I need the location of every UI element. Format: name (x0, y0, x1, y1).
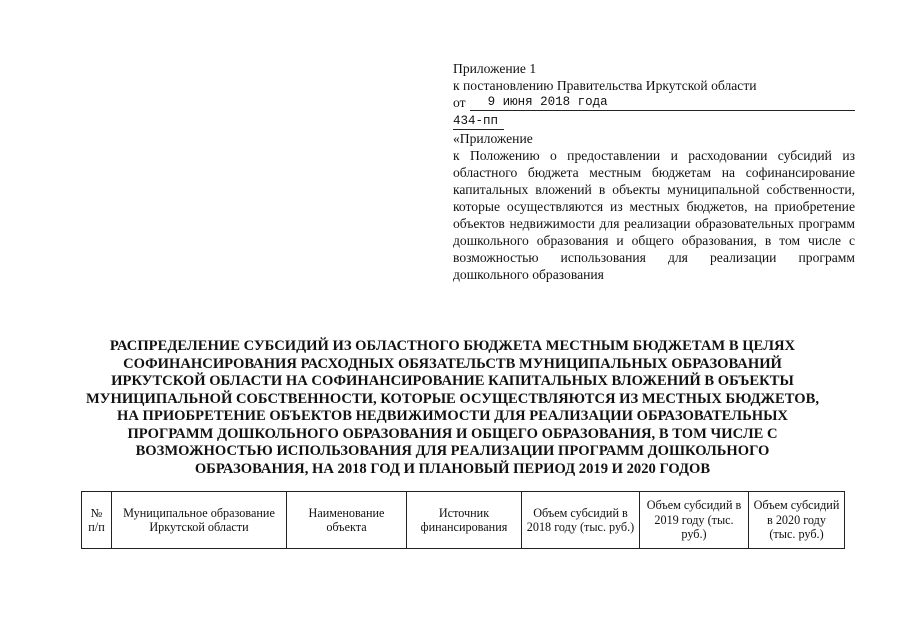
appendix-block (453, 60, 855, 283)
date-prefix: от (453, 95, 466, 110)
header-funding-source: Источник финансирования (407, 492, 522, 549)
resolution-date-line (453, 94, 855, 111)
header-number: № п/п (82, 492, 112, 549)
table-header-row (82, 492, 845, 549)
appendix-label: Приложение 1 (453, 61, 537, 76)
header-municipality: Муниципальное образование Иркутской области (112, 492, 287, 549)
regulation-reference-text: к Положению о предоставлении и расходовании субсидий из областного бюджета местным бюджетам на софинансирование капитальных вложений в объекты муниципальной собственности, которые осуществляются из местных бюджетов, на приобретение объектов недвижимости для реализации образовательных программ дошкольного образования и общего образования, в том числе с возможностью использования для реализации программ дошкольного образования (453, 148, 855, 282)
quote-appendix-label: «Приложение (453, 131, 533, 146)
header-subsidy-2020: Объем субсидий в 2020 году (тыс. руб.) (749, 492, 845, 549)
resolution-reference: к постановлению Правительства Иркутской области (453, 78, 757, 93)
resolution-number: 434-пп (453, 114, 504, 130)
header-object-name: Наименование объекта (287, 492, 407, 549)
header-subsidy-2018: Объем субсидий в 2018 году (тыс. руб.) (522, 492, 640, 549)
subsidy-table (81, 491, 845, 549)
document-title: РАСПРЕДЕЛЕНИЕ СУБСИДИЙ ИЗ ОБЛАСТНОГО БЮДЖЕТА МЕСТНЫМ БЮДЖЕТАМ В ЦЕЛЯХ СОФИНАНСИРОВАНИЯ РАСХОДНЫХ ОБЯЗАТЕЛЬСТВ МУНИЦИПАЛЬНЫХ ОБРАЗОВАНИЙ ИРКУТСКОЙ ОБЛАСТИ НА СОФИНАНСИРОВАНИЕ КАПИТАЛЬНЫХ ВЛОЖЕНИЙ В ОБЪЕКТЫ МУНИЦИПАЛЬНОЙ СОБСТВЕННОСТИ, КОТОРЫЕ ОСУЩЕСТВЛЯЮТСЯ ИЗ МЕСТНЫХ БЮДЖЕТОВ, НА ПРИОБРЕТЕНИЕ ОБЪЕКТОВ НЕДВИЖИМОСТИ ДЛЯ РЕАЛИЗАЦИИ ОБРАЗОВАТЕЛЬНЫХ ПРОГРАММ ДОШКОЛЬНОГО ОБРАЗОВАНИЯ И ОБЩЕГО ОБРАЗОВАНИЯ, В ТОМ ЧИСЛЕ С ВОЗМОЖНОСТЬЮ ИСПОЛЬЗОВАНИЯ ДЛЯ РЕАЛИЗАЦИИ ПРОГРАММ ДОШКОЛЬНОГО ОБРАЗОВАНИЯ, НА 2018 ГОД И ПЛАНОВЫЙ ПЕРИОД 2019 И 2020 ГОДОВ (86, 338, 819, 477)
date-underline (470, 95, 855, 111)
resolution-date: 9 июня 2018 года (487, 95, 608, 109)
header-subsidy-2019: Объем субсидий в 2019 году (тыс. руб.) (640, 492, 749, 549)
